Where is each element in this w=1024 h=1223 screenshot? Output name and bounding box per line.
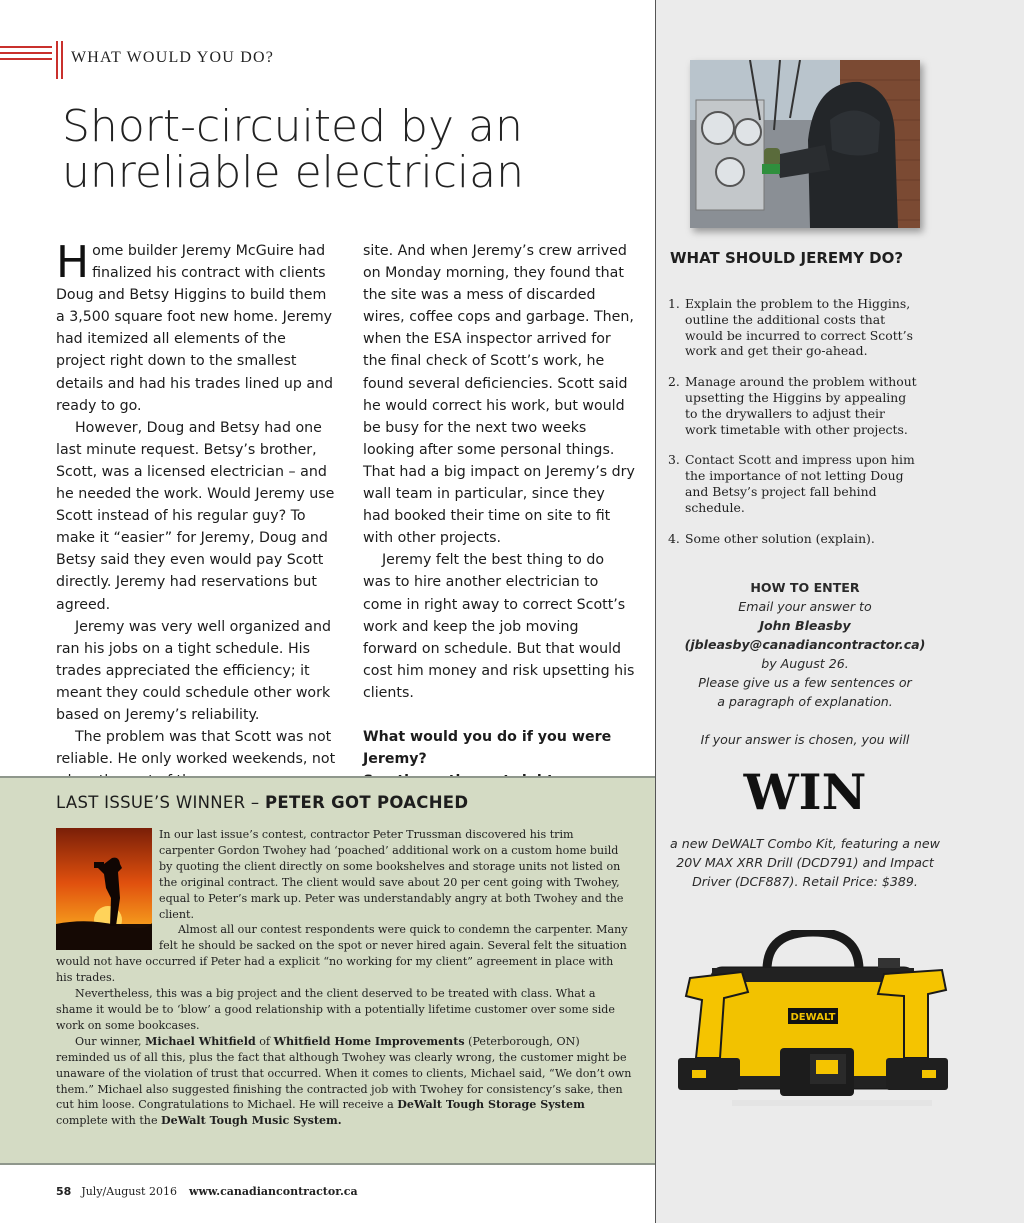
last-winner-title-prefix: LAST ISSUE’S WINNER – (56, 793, 266, 812)
website-link[interactable]: www.canadiancontractor.ca (188, 1185, 358, 1198)
option-text: Explain the problem to the Higgins, outline the additional costs that would be incurred to correct Scott’s work and get their go-ahead. (685, 296, 913, 359)
deadline: by August 26. (761, 656, 849, 671)
winner-paragraph-4 (56, 1034, 632, 1129)
last-winner-title (56, 793, 468, 812)
how-to-enter-line: a paragraph of explanation. (717, 694, 893, 709)
electrician-at-meter-icon (690, 60, 920, 228)
headline (62, 101, 642, 198)
article-column-left (56, 237, 336, 792)
article-paragraph-2: However, Doug and Betsy had one last minute request. Betsy’s brother, Scott, was a licensed electrician – and he needed the work. Would Jeremy use Scott instead of his regular guy? To make it “easier” for Jeremy, Doug and Betsy said they even would pay Scott directly. Jeremy had reservations but agreed. (56, 419, 335, 613)
winner-prize-2: DeWalt Tough Music System. (161, 1114, 342, 1128)
prize-line: 20V MAX XRR Drill (DCD791) and Impact (676, 855, 934, 870)
how-to-enter-heading: HOW TO ENTER (750, 580, 860, 595)
winner-prize-1: DeWalt Tough Storage System (397, 1098, 585, 1112)
section-tag: WHAT WOULD YOU DO? (71, 49, 275, 66)
option-number: 4. (668, 530, 680, 546)
winner-paragraph-1: In our last issue’s contest, contractor Peter Trussman discovered his trim carpenter Gordon Twohey had ‘poached’ additional work on a custom home build by quoting the client directly on some bookshelves and storage units not listed on the original contract. The client would save about 20 per cent going with Twohey, equal to Peter’s mark up. Peter was understandably angry at both Twohey and the client. (159, 828, 624, 921)
section-tag-rule (0, 46, 52, 68)
dewalt-combo-kit-icon (672, 930, 954, 1120)
contact-email-link[interactable]: (jbleasby@canadiancontractor.ca) (684, 637, 926, 652)
winner-text-run: Our winner, (75, 1034, 146, 1048)
headline-line-1: Short-circuited by an (62, 101, 523, 152)
option-text: Contact Scott and impress upon him the importance of not letting Doug and Betsy’s project fall behind schedule. (685, 452, 915, 515)
winner-name: Michael Whitfield (145, 1034, 256, 1048)
dewalt-kit-photo (672, 930, 954, 1120)
kit-brand-label: DEWALT (790, 1012, 836, 1023)
how-to-enter (660, 578, 950, 749)
article-paragraph-3: Jeremy was very well organized and ran his jobs on a tight schedule. His trades appreciated the efficiency; it meant they could schedule other work based on Jeremy’s reliability. (56, 618, 331, 723)
option-item (668, 531, 918, 547)
option-number: 2. (668, 374, 680, 390)
how-to-enter-line: Please give us a few sentences or (698, 675, 912, 690)
winner-text-run: of (255, 1034, 274, 1048)
option-item (668, 296, 918, 359)
winner-text-run: (Peterborough, ON) reminded us of all this, plus the fact that although Twohey was clearly wrong, the customer might be unaware of the violation of trust that occurred. When it comes to clients, Michael said, “We don’t own them.” Michael also suggested finishing the contracted job with Twohey for consistency’s sake, then cut him loose. Congratulations to Michael. He will receive a (56, 1034, 632, 1112)
option-text: Some other solution (explain). (685, 530, 875, 546)
article-paragraph-4-continued-text: site. And when Jeremy’s crew arrived on Monday morning, they found that the site was a mess of discarded wires, coffee cops and garbage. Then, when the ESA inspector arrived for the final check of Scott’s work, he found several deficiencies. Scott said he would correct his work, but would be busy for the next two weeks looking after some personal things. That had a big impact on Jeremy’s dry wall team in particular, since they had booked their time on site to fit with other projects. (363, 243, 635, 547)
option-number: 3. (668, 452, 680, 468)
page-footer (56, 1185, 358, 1198)
option-item (668, 452, 918, 515)
page-number: 58 (56, 1185, 72, 1198)
winner-paragraph-3: Nevertheless, this was a big project and the client deserved to be treated with class. What a shame it would be to ‘blow’ a good relationship with a potentially lifetime customer over some side work on some bookcases. (56, 987, 615, 1032)
headline-line-2: unreliable electrician (62, 147, 524, 198)
prize-description (660, 834, 950, 891)
article-paragraph-1: ome builder Jeremy McGuire had finalized his contract with clients Doug and Betsy Higgins to build them a 3,500 square foot new home. Jeremy had itemized all elements of the project right down to the smallest details and had his trades lined up and ready to go. (56, 243, 334, 414)
last-winner-text (56, 827, 632, 1129)
call-to-action-line-1: What would you do if you were Jeremy? (363, 728, 612, 768)
win-banner: WIN (743, 763, 867, 821)
section-tag-bars (56, 41, 66, 79)
winner-company: Whitfield Home Improvements (273, 1034, 465, 1048)
electrician-photo (690, 60, 920, 228)
how-to-enter-line: If your answer is chosen, you will (700, 732, 910, 747)
prize-line: a new DeWALT Combo Kit, featuring a new (670, 836, 940, 851)
sidebar-heading: WHAT SHOULD JEREMY DO? (670, 249, 904, 267)
article-column-right (363, 240, 635, 792)
issue-date: July/August 2016 (81, 1185, 177, 1198)
drop-cap: H (56, 237, 90, 288)
options-list (668, 296, 918, 561)
option-item (668, 374, 918, 437)
winner-paragraph-2: Almost all our contest respondents were quick to condemn the carpenter. Many felt he should be sacked on the spot or never hired again. Several felt the situation would not have occurred if Peter had a explicit “no working for my client” agreement in place with his trades. (56, 923, 628, 985)
option-text: Manage around the problem without upsetting the Higgins by appealing to the drywallers to adjust their work timetable with other projects. (685, 374, 917, 437)
photo-wrap-space (56, 827, 159, 953)
article-paragraph-4-text: The problem was that Scott was not reliable. He only worked weekends, not (56, 729, 336, 768)
option-number: 1. (668, 296, 680, 311)
last-winner-title-bold: PETER GOT POACHED (265, 793, 469, 812)
article-paragraph-5: Jeremy felt the best thing to do was to hire another electrician to come in right away to correct Scott’s work and keep the job moving forward on schedule. But that would cost him money and risk upsetting his clients. (363, 552, 635, 701)
winner-text-run: complete with the (56, 1114, 162, 1128)
prize-line: Driver (DCF887). Retail Price: $389. (692, 874, 918, 889)
article-paragraph-4-continued (363, 240, 635, 549)
how-to-enter-line: Email your answer to (738, 599, 872, 614)
contact-name: John Bleasby (759, 618, 851, 633)
